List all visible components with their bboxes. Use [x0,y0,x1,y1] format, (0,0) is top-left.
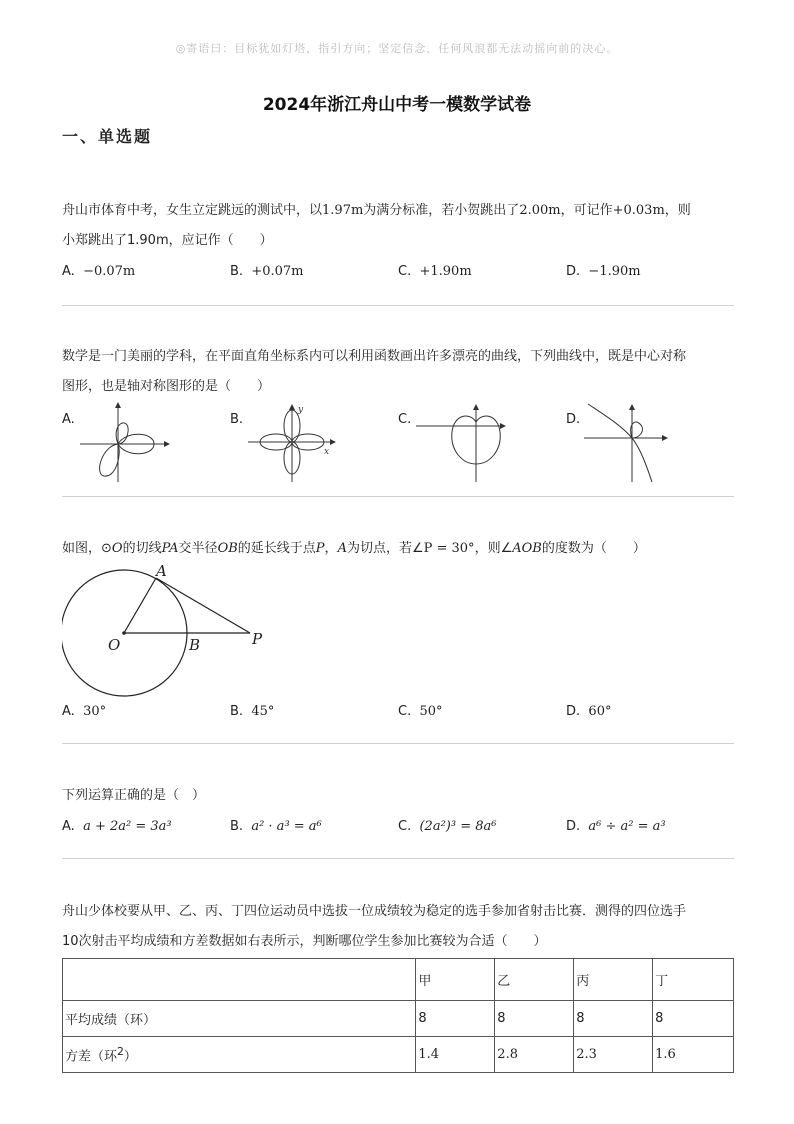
q2-option-a-graph[interactable] [78,402,170,484]
table-row [63,1001,734,1037]
table-header-cell: 甲 [416,959,495,1001]
table-cell: 1.6 [653,1037,734,1073]
score-table [62,958,734,1073]
q4-option-c[interactable]: C. (2a²)³ = 8a⁶ [398,819,497,834]
q1-option-d[interactable]: D. −1.90m [566,264,641,279]
table-cell: 2.8 [495,1037,574,1073]
q3-circle-figure [62,562,282,700]
q2-b-x-label: x [324,447,330,457]
center-point [122,631,126,635]
q3-option-c[interactable]: C. 50° [398,704,443,719]
label-o: O [108,636,121,654]
q3-option-d[interactable]: D. 60° [566,704,612,719]
q2-b-y-label: y [298,405,304,415]
question-1-line-1: 舟山市体育中考，女生立定跳远的测试中，以1.97m为满分标准，若小贺跳出了2.00m，可记作+0.03m，则 [62,203,691,218]
question-2-line-2: 图形，也是轴对称图形的是（ ） [62,379,271,394]
q1-option-b[interactable]: B. +0.07m [230,264,304,279]
table-header-cell: 丁 [653,959,734,1001]
q4-option-b[interactable]: B. a² · a³ = a⁶ [230,819,322,834]
q2-option-b-graph[interactable] [246,402,338,484]
q2-option-a-label[interactable]: A. [62,412,75,427]
q3-option-a[interactable]: A. 30° [62,704,107,719]
motto-watermark: ◎寄语曰：目标犹如灯塔，指引方向；坚定信念，任何风浪都无法动摇向前的决心。 [175,42,619,55]
table-header-cell: 乙 [495,959,574,1001]
exam-title: 2024年浙江舟山中考一模数学试卷 [262,95,532,115]
question-4: 下列运算正确的是（ ） [62,788,206,803]
question-5 [62,897,734,957]
section-heading: 一、单选题 [62,127,153,146]
divider [62,743,734,744]
table-row [63,1037,734,1073]
table-cell: 8 [495,1001,574,1037]
question-5-line-2: 10次射击平均成绩和方差数据如右表所示，判断哪位学生参加比赛较为合适（ ） [62,934,547,949]
question-5-line-1: 舟山少体校要从甲、乙、丙、丁四位运动员中选拔一位成绩较为稳定的选手参加省射击比赛．测得的四位选手 [62,904,687,919]
q4-option-d[interactable]: D. a⁶ ÷ a² = a³ [566,819,666,834]
question-2-line-1: 数学是一门美丽的学科，在平面直角坐标系内可以利用函数画出许多漂亮的曲线，下列曲线中，既是中心对称 [62,349,687,364]
divider [62,496,734,497]
label-b: B [189,636,201,654]
segment-oa [124,578,156,633]
table-cell: 2.3 [574,1037,653,1073]
table-cell: 1.4 [416,1037,495,1073]
segment-pa [156,578,250,633]
q2-option-c-label[interactable]: C. [398,412,412,427]
question-3: 如图，⊙O的切线PA交半径OB的延长线于点P，A为切点，若∠P = 30°，则∠AOB的度数为（ ） [62,541,646,556]
table-cell: 8 [653,1001,734,1037]
q2-option-d-label[interactable]: D. [566,412,581,427]
question-1 [62,196,734,256]
table-header-cell: 丙 [574,959,653,1001]
q1-option-c[interactable]: C. +1.90m [398,264,472,279]
q2-option-b-label[interactable]: B. [230,412,244,427]
table-cell: 8 [416,1001,495,1037]
question-1-line-2: 小郑跳出了1.90m，应记作（ ） [62,233,273,248]
label-p: P [252,630,263,648]
q3-option-b[interactable]: B. 45° [230,704,275,719]
q4-option-a[interactable]: A. a + 2a² = 3a³ [62,819,172,834]
divider [62,305,734,306]
q1-option-a[interactable]: A. −0.07m [62,264,136,279]
question-2 [62,342,734,402]
q2-option-d-graph[interactable] [582,402,674,484]
table-cell: 8 [574,1001,653,1037]
label-a: A [156,562,167,580]
table-row-label: 方差（环$^2$） [63,1037,416,1073]
table-header-cell [63,959,416,1001]
divider [62,858,734,859]
q2-option-c-graph[interactable] [414,402,514,484]
table-header-row [63,959,734,1001]
table-row-label: 平均成绩（环） [63,1001,416,1037]
